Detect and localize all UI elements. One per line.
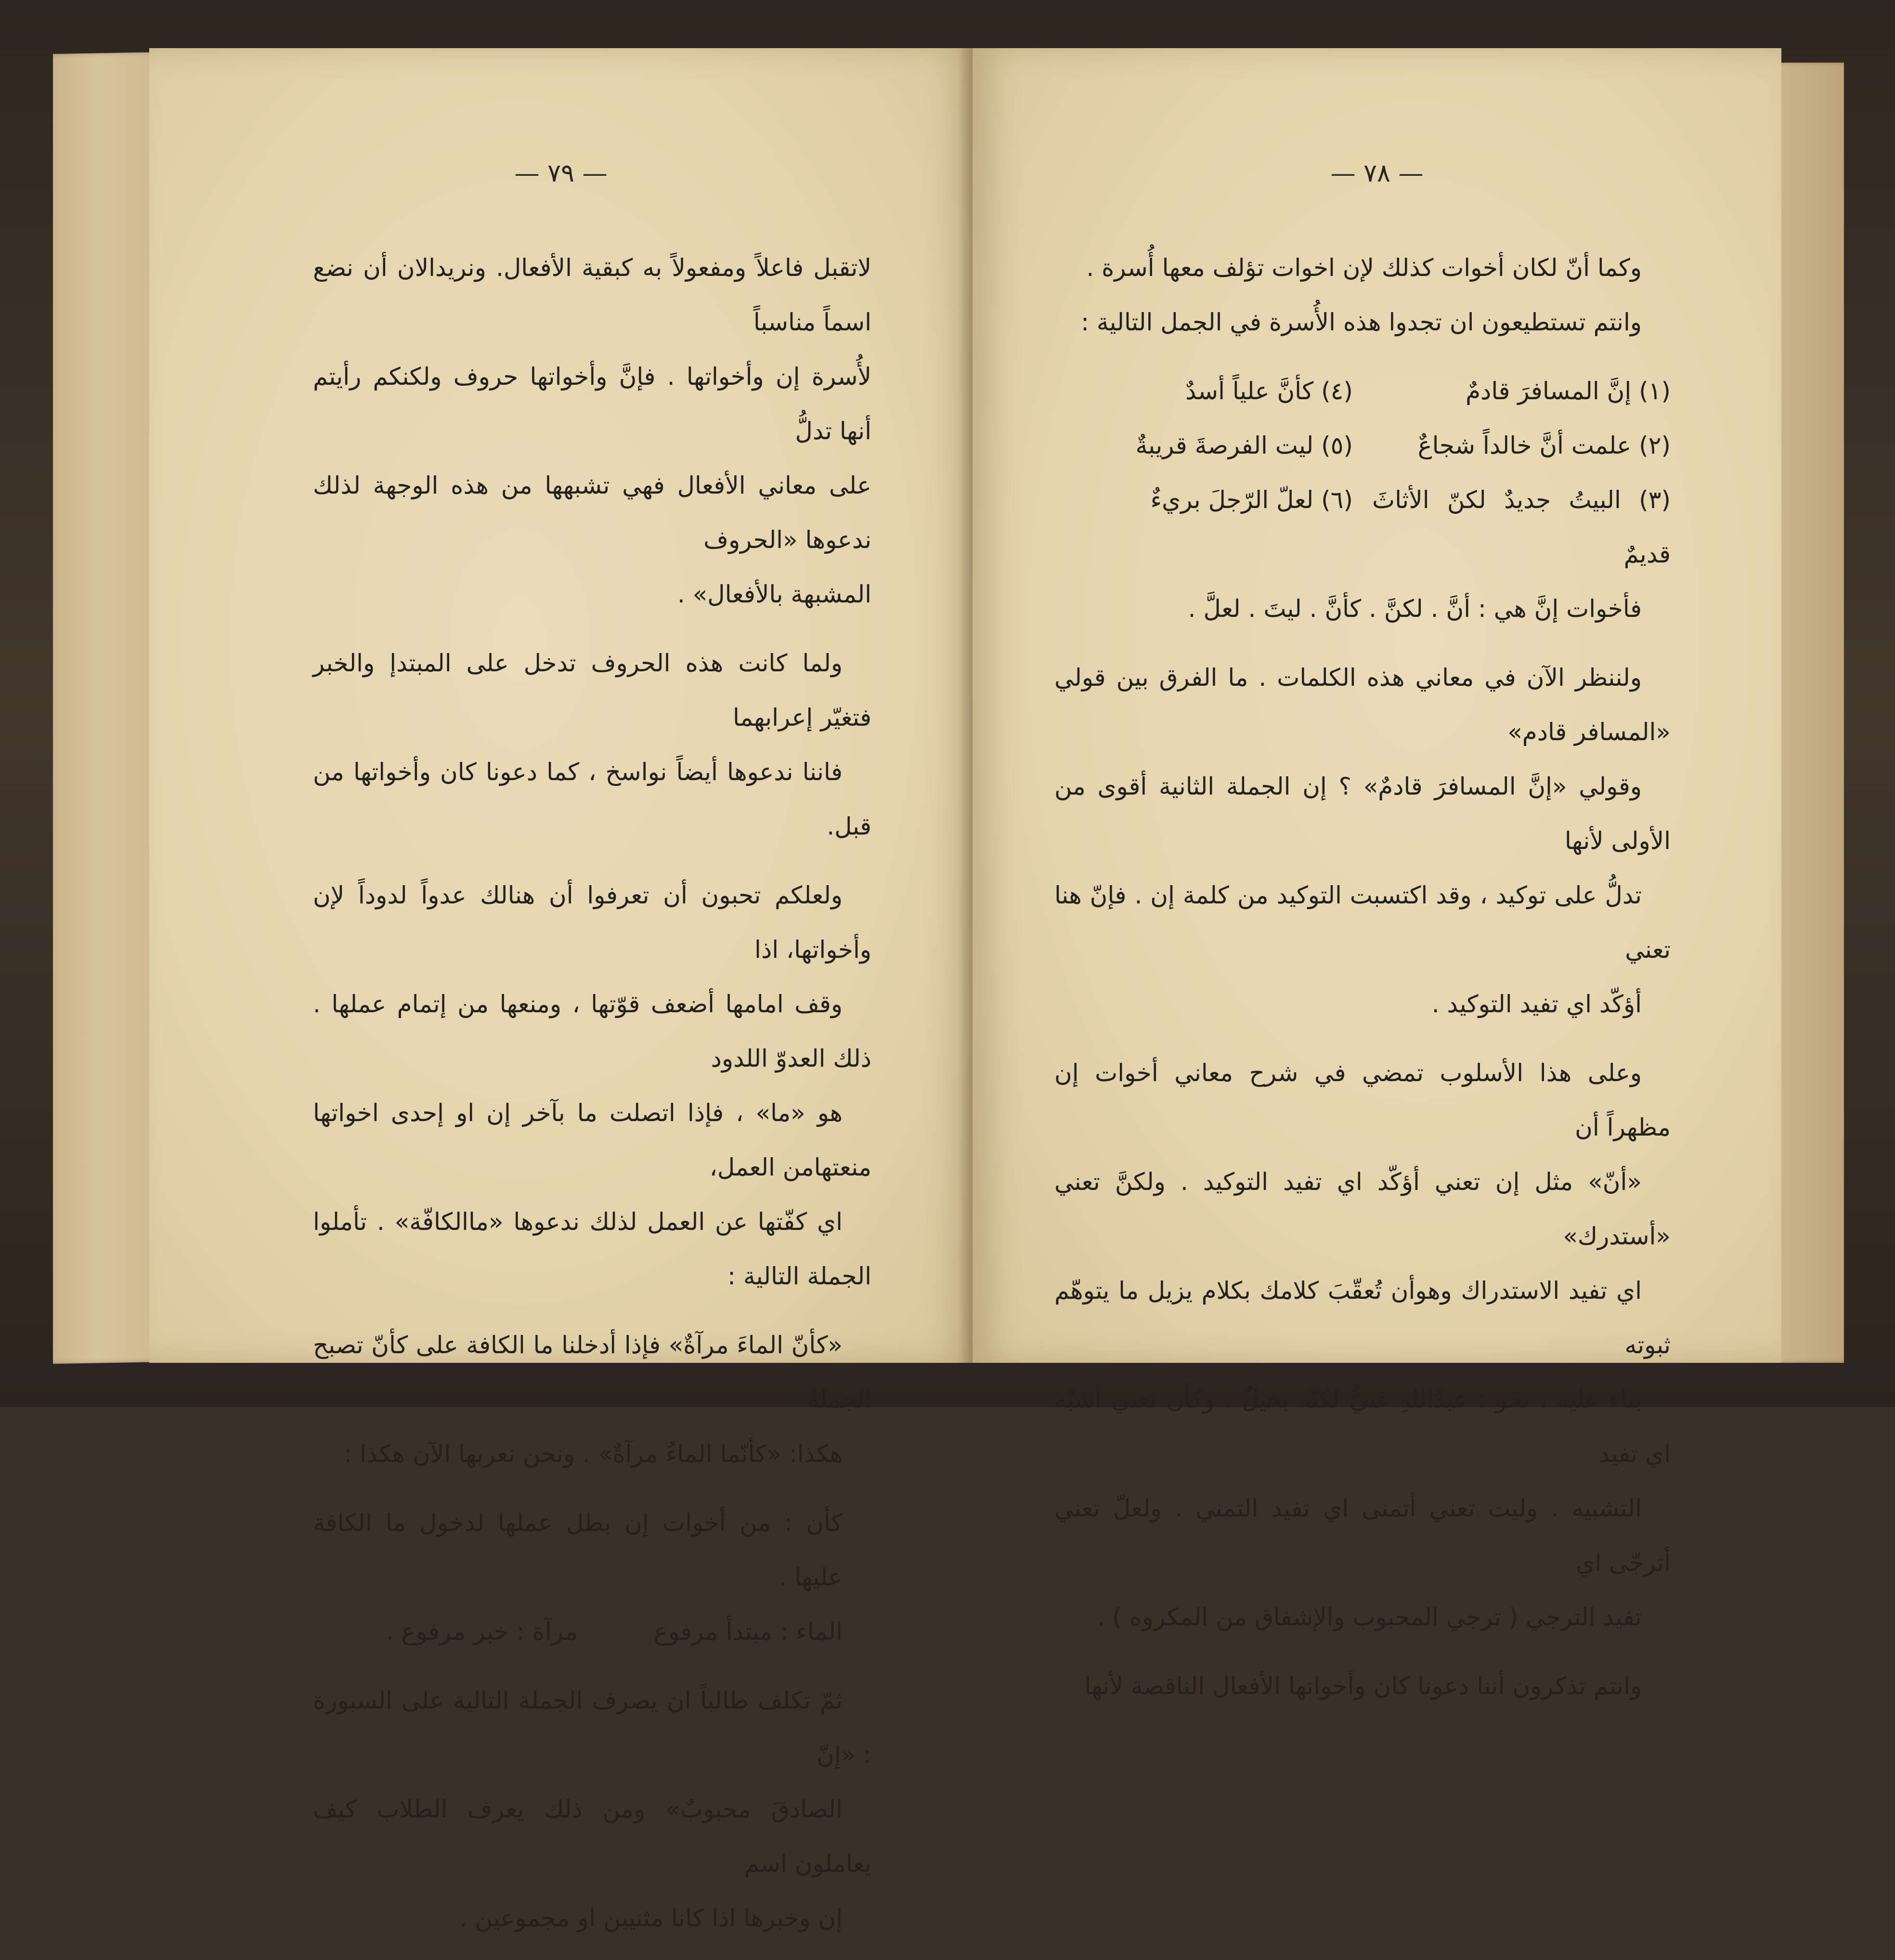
text-line: على معاني الأفعال فهي تشبهها من هذه الوجهة لذلك ندعوها «الحروف [313, 471, 871, 554]
text-line: تفيد الترجي ( ترجي المحبوب والإشفاق من المكروه ) . [1097, 1603, 1642, 1631]
text-line: تدلُّ على توكيد ، وقد اكتسبت التوكيد من كلمة إن . فإنّ هنا تعني [1054, 881, 1671, 964]
page-edge-right [1772, 63, 1844, 1363]
paragraph [313, 1673, 871, 1946]
paragraph [1054, 1659, 1671, 1713]
page-right [973, 48, 1781, 1700]
text-line: اي تفيد الاستدراك وهوأن تُعقّبَ كلامك بكلام يزيل ما يتوهّم ثبوته [1054, 1277, 1671, 1359]
paragraph [1054, 582, 1671, 636]
text-line: وعلى هذا الأسلوب تمضي في شرح معاني أخوات إن مظهراً أن [1054, 1059, 1671, 1141]
parsing-analysis [313, 1496, 871, 1659]
examples-grid [1054, 364, 1671, 582]
page-number-left: — ٧٩ — [514, 159, 608, 188]
text-line: ولننظر الآن في معاني هذه الكلمات . ما الفرق بين قولي «المسافر قادم» [1054, 664, 1671, 746]
text-line: اي كفّتها عن العمل لذلك ندعوها «ماالكافّة» . تأملوا الجملة التالية : [313, 1208, 871, 1290]
paragraph [313, 636, 871, 854]
text-line: هو «ما» ، فإذا اتصلت ما بآخر إن او إحدى اخواتها منعتهامن العمل، [313, 1099, 871, 1181]
open-book [53, 34, 1844, 1932]
text-line: وانتم تذكرون أننا دعونا كان وأخواتها الأفعال الناقصة لأنها [1084, 1672, 1642, 1700]
paragraph [1054, 651, 1671, 1032]
page-edge-left [53, 52, 164, 1364]
example-item: (٤) كأنَّ علياً أسدٌ [1185, 377, 1353, 405]
text-line: «كأنّ الماءَ مرآةٌ» فإذا أدخلنا ما الكافة على كأنّ تصبح الجملةُ [313, 1331, 871, 1413]
text-line: وقولي «إنَّ المسافرَ قادمٌ» ؟ إن الجملة الثانية أقوى من الأولى لأنها [1054, 772, 1671, 855]
paragraph [313, 868, 871, 1304]
text-line: هكذا: «كأنّما الماءُ مرآةٌ» . ونحن نعربها الآن هكذا : [344, 1440, 843, 1468]
paragraph [1054, 1046, 1671, 1645]
text-line: ولعلكم تحبون أن تعرفوا أن هنالك عدواً لدوداً لإن وأخواتها، اذا [313, 881, 871, 964]
page-left-text [313, 241, 871, 1960]
text-line: وكما أنّ لكان أخوات كذلك لإن اخوات تؤلف معها أُسرة . [1086, 254, 1642, 282]
text-line: ولما كانت هذه الحروف تدخل على المبتدإ والخبر فتغيّر إعرابهما [313, 649, 871, 732]
example-item: (٣) البيتُ جديدٌ لكنّ الأثاثَ قديمٌ [1372, 486, 1671, 568]
page-left [149, 48, 973, 1932]
paragraph [313, 1318, 871, 1481]
page-number-right: — ٧٨ — [1330, 159, 1424, 188]
text-line: بناء عليه ، نحو : عبدُاللهِ غنيٌّ لكنّه بخيلٌ . وكأن تعني أشبّه اي تفيد [1054, 1385, 1671, 1468]
example-item: (٦) لعلّ الرّجلَ بريءٌ [1150, 486, 1353, 514]
analysis-predicate: مرآة : خبر مرفوع . [386, 1618, 578, 1646]
text-line: وقف امامها أضعف قوّتها ، ومنعها من إتمام عملها . ذلك العدوّ اللدود [313, 990, 871, 1072]
text-line: لاتقبل فاعلاً ومفعولاً به كبقية الأفعال. ونريدالان أن نضع اسماً مناسباً [313, 254, 871, 336]
text-line: أؤكّد اي تفيد التوكيد . [1431, 990, 1642, 1018]
sisters-line: فأخوات إنَّ هي : أنَّ . لكنَّ . كأنَّ . ليتَ . لعلَّ . [1188, 595, 1642, 623]
example-item: (١) إنَّ المسافرَ قادمٌ [1466, 377, 1671, 405]
text-line: لأُسرة إن وأخواتها . فإنَّ وأخواتها حروف ولكنكم رأيتم أنها تدلُّ [313, 363, 871, 445]
analysis-row [313, 1605, 871, 1659]
example-item: (٢) علمت أنَّ خالداً شجاعٌ [1417, 431, 1671, 459]
text-line: المشبهة بالأفعال» . [677, 580, 871, 608]
paragraph [313, 241, 871, 622]
text-line: التشبيه . وليت تعني أتمنى اي تفيد التمني . ولعلّ تعني أترجّى اي [1054, 1494, 1671, 1577]
text-line: فاننا ندعوها أيضاً نواسخ ، كما دعونا كان وأخواتها من قبل. [313, 758, 871, 840]
text-line: وانتم تستطيعون ان تجدوا هذه الأُسرة في الجمل التالية : [1081, 308, 1642, 336]
example-item: (٥) ليت الفرصةَ قريبةٌ [1135, 431, 1353, 459]
text-line: الصادقَ محبوبٌ» ومن ذلك يعرف الطلاب كيف يعاملون اسم [313, 1795, 871, 1878]
text-line: إن وخبرها اذا كانا مثنيين او مجموعين . [459, 1904, 843, 1932]
analysis-line: كأن : من أخوات إن بطل عملها لدخول ما الكافة عليها . [313, 1509, 843, 1591]
text-line: ثمّ تكلف طالباً ان يصرف الجملة التالية على السبورة : «إنّ [313, 1686, 871, 1769]
text-line: «أنّ» مثل إن تعني أؤكّد اي تفيد التوكيد . ولكنَّ تعني «أستدرك» [1054, 1168, 1671, 1250]
paragraph [1054, 241, 1671, 350]
page-right-text [1054, 241, 1671, 1728]
analysis-subject: الماء : مبتدأ مرفوع [653, 1618, 843, 1646]
